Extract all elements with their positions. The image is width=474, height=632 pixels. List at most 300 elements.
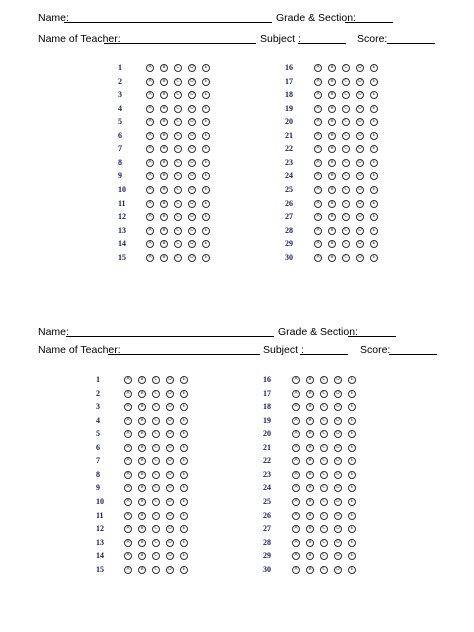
answer-bubble-e[interactable]: E: [180, 566, 188, 574]
answer-bubble-d[interactable]: D: [356, 132, 364, 140]
answer-bubble-a[interactable]: A: [124, 430, 132, 438]
answer-bubble-a[interactable]: A: [292, 552, 300, 560]
answer-bubble-e[interactable]: E: [370, 186, 378, 194]
answer-bubble-a[interactable]: A: [292, 403, 300, 411]
answer-bubble-d[interactable]: D: [188, 172, 196, 180]
answer-bubble-b[interactable]: B: [328, 132, 336, 140]
answer-bubble-a[interactable]: A: [292, 376, 300, 384]
answer-bubble-c[interactable]: C: [320, 471, 328, 479]
answer-bubble-e[interactable]: E: [202, 145, 210, 153]
answer-bubble-c[interactable]: C: [320, 512, 328, 520]
answer-bubble-d[interactable]: D: [188, 78, 196, 86]
answer-bubble-b[interactable]: B: [160, 213, 168, 221]
answer-bubble-d[interactable]: D: [334, 444, 342, 452]
answer-bubble-d[interactable]: D: [188, 91, 196, 99]
answer-bubble-e[interactable]: E: [348, 525, 356, 533]
answer-bubble-e[interactable]: E: [180, 444, 188, 452]
answer-bubble-e[interactable]: E: [370, 227, 378, 235]
answer-bubble-b[interactable]: B: [328, 78, 336, 86]
answer-bubble-b[interactable]: B: [160, 118, 168, 126]
answer-bubble-a[interactable]: A: [146, 240, 154, 248]
answer-bubble-a[interactable]: A: [292, 539, 300, 547]
answer-bubble-e[interactable]: E: [180, 471, 188, 479]
answer-bubble-c[interactable]: C: [342, 132, 350, 140]
answer-bubble-e[interactable]: E: [202, 240, 210, 248]
answer-bubble-a[interactable]: A: [124, 539, 132, 547]
answer-bubble-e[interactable]: E: [370, 200, 378, 208]
answer-bubble-b[interactable]: B: [138, 430, 146, 438]
answer-bubble-a[interactable]: A: [292, 444, 300, 452]
answer-bubble-a[interactable]: A: [292, 566, 300, 574]
answer-bubble-c[interactable]: C: [342, 159, 350, 167]
answer-bubble-b[interactable]: B: [328, 118, 336, 126]
answer-bubble-b[interactable]: B: [328, 105, 336, 113]
answer-bubble-a[interactable]: A: [314, 213, 322, 221]
answer-bubble-a[interactable]: A: [314, 78, 322, 86]
name-field[interactable]: [66, 336, 274, 337]
answer-bubble-e[interactable]: E: [370, 172, 378, 180]
answer-bubble-e[interactable]: E: [202, 91, 210, 99]
answer-bubble-a[interactable]: A: [124, 403, 132, 411]
answer-bubble-a[interactable]: A: [292, 512, 300, 520]
answer-bubble-d[interactable]: D: [356, 172, 364, 180]
answer-bubble-c[interactable]: C: [152, 376, 160, 384]
answer-bubble-a[interactable]: A: [146, 172, 154, 180]
answer-bubble-d[interactable]: D: [334, 498, 342, 506]
answer-bubble-d[interactable]: D: [356, 78, 364, 86]
answer-bubble-a[interactable]: A: [146, 213, 154, 221]
answer-bubble-b[interactable]: B: [306, 376, 314, 384]
answer-bubble-e[interactable]: E: [180, 484, 188, 492]
answer-bubble-d[interactable]: D: [334, 376, 342, 384]
answer-bubble-d[interactable]: D: [188, 132, 196, 140]
answer-bubble-b[interactable]: B: [138, 539, 146, 547]
answer-bubble-e[interactable]: E: [348, 444, 356, 452]
answer-bubble-d[interactable]: D: [166, 512, 174, 520]
answer-bubble-e[interactable]: E: [370, 240, 378, 248]
answer-bubble-a[interactable]: A: [124, 552, 132, 560]
answer-bubble-a[interactable]: A: [314, 118, 322, 126]
answer-bubble-a[interactable]: A: [292, 484, 300, 492]
answer-bubble-b[interactable]: B: [160, 78, 168, 86]
answer-bubble-b[interactable]: B: [138, 376, 146, 384]
teacher-field[interactable]: [108, 354, 260, 355]
answer-bubble-b[interactable]: B: [160, 159, 168, 167]
answer-bubble-c[interactable]: C: [174, 91, 182, 99]
answer-bubble-b[interactable]: B: [328, 159, 336, 167]
answer-bubble-e[interactable]: E: [348, 430, 356, 438]
answer-bubble-c[interactable]: C: [152, 512, 160, 520]
answer-bubble-b[interactable]: B: [138, 390, 146, 398]
answer-bubble-b[interactable]: B: [160, 172, 168, 180]
answer-bubble-a[interactable]: A: [314, 91, 322, 99]
answer-bubble-c[interactable]: C: [342, 172, 350, 180]
answer-bubble-d[interactable]: D: [166, 403, 174, 411]
answer-bubble-a[interactable]: A: [124, 525, 132, 533]
answer-bubble-a[interactable]: A: [146, 78, 154, 86]
answer-bubble-c[interactable]: C: [342, 91, 350, 99]
answer-bubble-d[interactable]: D: [188, 227, 196, 235]
answer-bubble-c[interactable]: C: [342, 145, 350, 153]
answer-bubble-c[interactable]: C: [152, 484, 160, 492]
answer-bubble-d[interactable]: D: [334, 484, 342, 492]
answer-bubble-e[interactable]: E: [202, 227, 210, 235]
answer-bubble-d[interactable]: D: [188, 159, 196, 167]
answer-bubble-b[interactable]: B: [138, 417, 146, 425]
answer-bubble-d[interactable]: D: [188, 145, 196, 153]
answer-bubble-a[interactable]: A: [146, 145, 154, 153]
answer-bubble-a[interactable]: A: [124, 471, 132, 479]
answer-bubble-d[interactable]: D: [334, 512, 342, 520]
answer-bubble-b[interactable]: B: [328, 64, 336, 72]
answer-bubble-d[interactable]: D: [188, 105, 196, 113]
answer-bubble-a[interactable]: A: [146, 200, 154, 208]
answer-bubble-e[interactable]: E: [202, 159, 210, 167]
answer-bubble-a[interactable]: A: [124, 444, 132, 452]
answer-bubble-b[interactable]: B: [306, 552, 314, 560]
answer-bubble-a[interactable]: A: [314, 64, 322, 72]
answer-bubble-d[interactable]: D: [356, 91, 364, 99]
answer-bubble-c[interactable]: C: [320, 457, 328, 465]
answer-bubble-d[interactable]: D: [166, 552, 174, 560]
answer-bubble-a[interactable]: A: [146, 159, 154, 167]
answer-bubble-a[interactable]: A: [292, 390, 300, 398]
answer-bubble-b[interactable]: B: [306, 444, 314, 452]
subject-field[interactable]: [300, 354, 348, 355]
answer-bubble-e[interactable]: E: [202, 213, 210, 221]
answer-bubble-e[interactable]: E: [180, 403, 188, 411]
answer-bubble-e[interactable]: E: [202, 132, 210, 140]
answer-bubble-e[interactable]: E: [180, 457, 188, 465]
answer-bubble-a[interactable]: A: [124, 417, 132, 425]
answer-bubble-a[interactable]: A: [314, 200, 322, 208]
answer-bubble-c[interactable]: C: [174, 227, 182, 235]
answer-bubble-c[interactable]: C: [342, 254, 350, 262]
answer-bubble-c[interactable]: C: [152, 430, 160, 438]
answer-bubble-a[interactable]: A: [292, 525, 300, 533]
answer-bubble-b[interactable]: B: [160, 64, 168, 72]
answer-bubble-e[interactable]: E: [180, 417, 188, 425]
answer-bubble-a[interactable]: A: [146, 227, 154, 235]
answer-bubble-c[interactable]: C: [320, 566, 328, 574]
answer-bubble-a[interactable]: A: [314, 159, 322, 167]
answer-bubble-c[interactable]: C: [152, 525, 160, 533]
answer-bubble-b[interactable]: B: [306, 430, 314, 438]
answer-bubble-d[interactable]: D: [166, 471, 174, 479]
answer-bubble-a[interactable]: A: [314, 105, 322, 113]
answer-bubble-c[interactable]: C: [342, 227, 350, 235]
answer-bubble-e[interactable]: E: [202, 186, 210, 194]
answer-bubble-e[interactable]: E: [180, 390, 188, 398]
answer-bubble-a[interactable]: A: [124, 376, 132, 384]
answer-bubble-e[interactable]: E: [370, 132, 378, 140]
answer-bubble-a[interactable]: A: [124, 484, 132, 492]
answer-bubble-c[interactable]: C: [320, 539, 328, 547]
answer-bubble-e[interactable]: E: [348, 566, 356, 574]
answer-bubble-e[interactable]: E: [370, 213, 378, 221]
answer-bubble-d[interactable]: D: [334, 539, 342, 547]
answer-bubble-a[interactable]: A: [146, 132, 154, 140]
answer-bubble-b[interactable]: B: [160, 186, 168, 194]
answer-bubble-c[interactable]: C: [320, 430, 328, 438]
answer-bubble-a[interactable]: A: [146, 64, 154, 72]
answer-bubble-c[interactable]: C: [320, 376, 328, 384]
score-field[interactable]: [387, 43, 435, 44]
answer-bubble-c[interactable]: C: [342, 118, 350, 126]
answer-bubble-c[interactable]: C: [342, 213, 350, 221]
answer-bubble-b[interactable]: B: [306, 457, 314, 465]
answer-bubble-c[interactable]: C: [342, 186, 350, 194]
answer-bubble-b[interactable]: B: [138, 498, 146, 506]
answer-bubble-e[interactable]: E: [202, 64, 210, 72]
answer-bubble-e[interactable]: E: [202, 200, 210, 208]
answer-bubble-d[interactable]: D: [166, 376, 174, 384]
answer-bubble-b[interactable]: B: [306, 390, 314, 398]
answer-bubble-a[interactable]: A: [292, 417, 300, 425]
answer-bubble-c[interactable]: C: [342, 200, 350, 208]
answer-bubble-b[interactable]: B: [306, 498, 314, 506]
answer-bubble-b[interactable]: B: [138, 525, 146, 533]
answer-bubble-e[interactable]: E: [202, 78, 210, 86]
answer-bubble-d[interactable]: D: [188, 254, 196, 262]
answer-bubble-a[interactable]: A: [124, 498, 132, 506]
answer-bubble-c[interactable]: C: [320, 525, 328, 533]
answer-bubble-a[interactable]: A: [292, 457, 300, 465]
answer-bubble-e[interactable]: E: [370, 254, 378, 262]
answer-bubble-c[interactable]: C: [152, 539, 160, 547]
answer-bubble-e[interactable]: E: [348, 484, 356, 492]
answer-bubble-d[interactable]: D: [166, 498, 174, 506]
answer-bubble-d[interactable]: D: [356, 254, 364, 262]
answer-bubble-e[interactable]: E: [202, 105, 210, 113]
answer-bubble-e[interactable]: E: [370, 78, 378, 86]
answer-bubble-a[interactable]: A: [146, 118, 154, 126]
answer-bubble-d[interactable]: D: [166, 430, 174, 438]
answer-bubble-d[interactable]: D: [334, 525, 342, 533]
answer-bubble-c[interactable]: C: [320, 484, 328, 492]
answer-bubble-e[interactable]: E: [370, 64, 378, 72]
answer-bubble-e[interactable]: E: [202, 172, 210, 180]
answer-bubble-c[interactable]: C: [320, 444, 328, 452]
answer-bubble-b[interactable]: B: [306, 403, 314, 411]
answer-bubble-e[interactable]: E: [348, 498, 356, 506]
teacher-field[interactable]: [104, 43, 256, 44]
answer-bubble-d[interactable]: D: [166, 566, 174, 574]
answer-bubble-d[interactable]: D: [166, 390, 174, 398]
answer-bubble-d[interactable]: D: [356, 118, 364, 126]
answer-bubble-d[interactable]: D: [356, 64, 364, 72]
answer-bubble-e[interactable]: E: [370, 159, 378, 167]
answer-bubble-e[interactable]: E: [370, 105, 378, 113]
score-field[interactable]: [389, 354, 437, 355]
answer-bubble-a[interactable]: A: [314, 254, 322, 262]
answer-bubble-c[interactable]: C: [320, 498, 328, 506]
answer-bubble-d[interactable]: D: [356, 213, 364, 221]
answer-bubble-d[interactable]: D: [334, 430, 342, 438]
answer-bubble-e[interactable]: E: [180, 376, 188, 384]
answer-bubble-a[interactable]: A: [314, 240, 322, 248]
answer-bubble-d[interactable]: D: [188, 64, 196, 72]
answer-bubble-b[interactable]: B: [306, 484, 314, 492]
answer-bubble-c[interactable]: C: [342, 64, 350, 72]
answer-bubble-c[interactable]: C: [342, 78, 350, 86]
answer-bubble-d[interactable]: D: [334, 471, 342, 479]
answer-bubble-c[interactable]: C: [174, 145, 182, 153]
answer-bubble-d[interactable]: D: [334, 457, 342, 465]
answer-bubble-e[interactable]: E: [348, 457, 356, 465]
answer-bubble-c[interactable]: C: [152, 566, 160, 574]
answer-bubble-c[interactable]: C: [152, 471, 160, 479]
answer-bubble-c[interactable]: C: [174, 78, 182, 86]
answer-bubble-e[interactable]: E: [348, 417, 356, 425]
answer-bubble-d[interactable]: D: [188, 118, 196, 126]
answer-bubble-c[interactable]: C: [152, 403, 160, 411]
answer-bubble-e[interactable]: E: [348, 512, 356, 520]
answer-bubble-a[interactable]: A: [124, 457, 132, 465]
answer-bubble-b[interactable]: B: [328, 240, 336, 248]
answer-bubble-b[interactable]: B: [306, 512, 314, 520]
answer-bubble-b[interactable]: B: [160, 254, 168, 262]
answer-bubble-a[interactable]: A: [124, 566, 132, 574]
answer-bubble-c[interactable]: C: [174, 200, 182, 208]
answer-bubble-d[interactable]: D: [188, 213, 196, 221]
answer-bubble-c[interactable]: C: [152, 552, 160, 560]
answer-bubble-a[interactable]: A: [146, 254, 154, 262]
answer-bubble-c[interactable]: C: [152, 444, 160, 452]
answer-bubble-b[interactable]: B: [328, 254, 336, 262]
answer-bubble-b[interactable]: B: [160, 105, 168, 113]
answer-bubble-c[interactable]: C: [174, 64, 182, 72]
answer-bubble-b[interactable]: B: [328, 91, 336, 99]
answer-bubble-c[interactable]: C: [174, 186, 182, 194]
answer-bubble-d[interactable]: D: [188, 186, 196, 194]
answer-bubble-b[interactable]: B: [138, 566, 146, 574]
answer-bubble-b[interactable]: B: [138, 403, 146, 411]
answer-bubble-d[interactable]: D: [166, 417, 174, 425]
answer-bubble-c[interactable]: C: [342, 105, 350, 113]
answer-bubble-a[interactable]: A: [146, 186, 154, 194]
answer-bubble-e[interactable]: E: [348, 552, 356, 560]
answer-bubble-c[interactable]: C: [174, 254, 182, 262]
answer-bubble-d[interactable]: D: [334, 390, 342, 398]
answer-bubble-c[interactable]: C: [174, 172, 182, 180]
answer-bubble-b[interactable]: B: [160, 132, 168, 140]
answer-bubble-c[interactable]: C: [174, 213, 182, 221]
answer-bubble-c[interactable]: C: [152, 457, 160, 465]
answer-bubble-b[interactable]: B: [328, 145, 336, 153]
answer-bubble-e[interactable]: E: [348, 376, 356, 384]
answer-bubble-b[interactable]: B: [328, 200, 336, 208]
answer-bubble-d[interactable]: D: [334, 403, 342, 411]
answer-bubble-b[interactable]: B: [328, 227, 336, 235]
answer-bubble-e[interactable]: E: [348, 390, 356, 398]
answer-bubble-a[interactable]: A: [146, 105, 154, 113]
answer-bubble-c[interactable]: C: [152, 390, 160, 398]
answer-bubble-c[interactable]: C: [174, 240, 182, 248]
answer-bubble-a[interactable]: A: [292, 471, 300, 479]
answer-bubble-e[interactable]: E: [348, 539, 356, 547]
answer-bubble-b[interactable]: B: [138, 484, 146, 492]
answer-bubble-a[interactable]: A: [146, 91, 154, 99]
answer-bubble-d[interactable]: D: [334, 552, 342, 560]
answer-bubble-d[interactable]: D: [334, 417, 342, 425]
answer-bubble-e[interactable]: E: [370, 91, 378, 99]
answer-bubble-b[interactable]: B: [328, 172, 336, 180]
answer-bubble-c[interactable]: C: [152, 498, 160, 506]
answer-bubble-b[interactable]: B: [306, 417, 314, 425]
answer-bubble-d[interactable]: D: [166, 539, 174, 547]
answer-bubble-c[interactable]: C: [174, 105, 182, 113]
answer-bubble-c[interactable]: C: [152, 417, 160, 425]
answer-bubble-c[interactable]: C: [320, 403, 328, 411]
answer-bubble-d[interactable]: D: [188, 200, 196, 208]
answer-bubble-d[interactable]: D: [356, 240, 364, 248]
answer-bubble-d[interactable]: D: [356, 200, 364, 208]
answer-bubble-e[interactable]: E: [348, 471, 356, 479]
answer-bubble-b[interactable]: B: [160, 200, 168, 208]
answer-bubble-e[interactable]: E: [348, 403, 356, 411]
answer-bubble-d[interactable]: D: [188, 240, 196, 248]
answer-bubble-e[interactable]: E: [180, 552, 188, 560]
answer-bubble-c[interactable]: C: [320, 417, 328, 425]
answer-bubble-a[interactable]: A: [314, 186, 322, 194]
answer-bubble-c[interactable]: C: [342, 240, 350, 248]
answer-bubble-b[interactable]: B: [328, 186, 336, 194]
answer-bubble-e[interactable]: E: [180, 525, 188, 533]
answer-bubble-e[interactable]: E: [370, 145, 378, 153]
answer-bubble-e[interactable]: E: [202, 118, 210, 126]
answer-bubble-a[interactable]: A: [314, 227, 322, 235]
answer-bubble-e[interactable]: E: [370, 118, 378, 126]
answer-bubble-c[interactable]: C: [320, 390, 328, 398]
answer-bubble-b[interactable]: B: [306, 566, 314, 574]
answer-bubble-b[interactable]: B: [138, 552, 146, 560]
answer-bubble-d[interactable]: D: [356, 186, 364, 194]
answer-bubble-e[interactable]: E: [180, 539, 188, 547]
answer-bubble-a[interactable]: A: [314, 172, 322, 180]
answer-bubble-b[interactable]: B: [306, 471, 314, 479]
answer-bubble-b[interactable]: B: [138, 444, 146, 452]
answer-bubble-b[interactable]: B: [160, 240, 168, 248]
name-field[interactable]: [64, 22, 272, 23]
answer-bubble-a[interactable]: A: [292, 430, 300, 438]
answer-bubble-a[interactable]: A: [314, 145, 322, 153]
answer-bubble-d[interactable]: D: [166, 457, 174, 465]
answer-bubble-d[interactable]: D: [356, 145, 364, 153]
subject-field[interactable]: [298, 43, 346, 44]
answer-bubble-b[interactable]: B: [138, 512, 146, 520]
answer-bubble-d[interactable]: D: [356, 159, 364, 167]
answer-bubble-c[interactable]: C: [174, 118, 182, 126]
answer-bubble-d[interactable]: D: [166, 444, 174, 452]
answer-bubble-b[interactable]: B: [306, 539, 314, 547]
answer-bubble-d[interactable]: D: [166, 525, 174, 533]
answer-bubble-b[interactable]: B: [138, 457, 146, 465]
answer-bubble-e[interactable]: E: [180, 512, 188, 520]
grade-section-field[interactable]: [345, 22, 393, 23]
answer-bubble-b[interactable]: B: [306, 525, 314, 533]
answer-bubble-b[interactable]: B: [138, 471, 146, 479]
answer-bubble-e[interactable]: E: [180, 498, 188, 506]
answer-bubble-a[interactable]: A: [292, 498, 300, 506]
grade-section-field[interactable]: [348, 336, 396, 337]
answer-bubble-c[interactable]: C: [320, 552, 328, 560]
answer-bubble-e[interactable]: E: [180, 430, 188, 438]
answer-bubble-a[interactable]: A: [124, 390, 132, 398]
answer-bubble-b[interactable]: B: [160, 91, 168, 99]
answer-bubble-a[interactable]: A: [314, 132, 322, 140]
answer-bubble-b[interactable]: B: [160, 145, 168, 153]
